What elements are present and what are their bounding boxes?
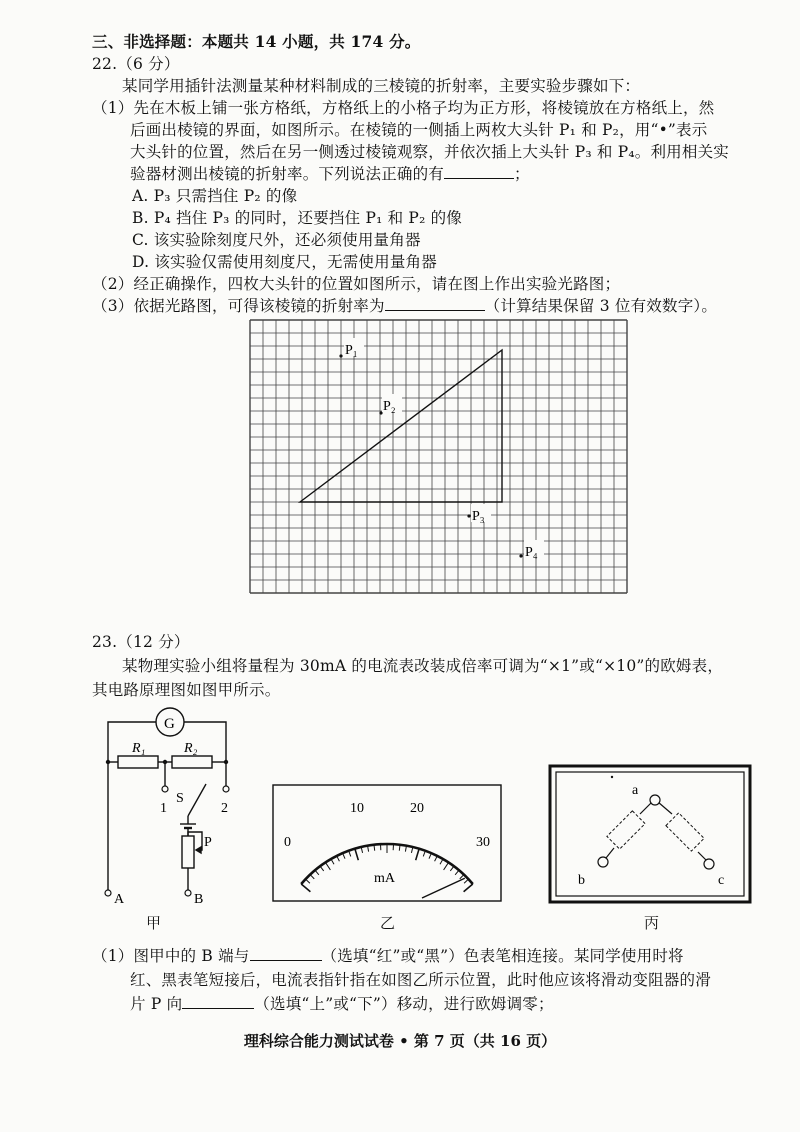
option-d: D. 该实验仅需使用刻度尺，无需使用量角器: [132, 253, 437, 271]
q23-p1-line2: 红、黑表笔短接后，电流表指针指在如图乙所示位置，此时他应该将滑动变阻器的滑: [130, 971, 711, 989]
black-box-figure: [548, 764, 752, 904]
prism-grid-figure: [248, 318, 628, 598]
q22-p1-line4-text: 验器材测出棱镜的折射率。下列说法正确的有: [130, 165, 445, 183]
q22-number: 22.（6 分）: [92, 55, 180, 73]
rheostat-label: P: [204, 835, 212, 850]
resistor-r1: [118, 756, 158, 768]
prism-triangle: [300, 350, 502, 502]
terminal-2-label: 2: [221, 801, 228, 816]
answer-blank-pen-color[interactable]: [250, 946, 322, 961]
caption-yi: 乙: [380, 914, 396, 932]
ammeter-dial: [272, 784, 502, 902]
box-label-c: c: [718, 873, 725, 888]
switch-label: S: [176, 791, 184, 806]
caption-jia: 甲: [146, 914, 162, 932]
q23-p1-line3: [130, 994, 554, 1014]
graph-paper-grid: [250, 320, 627, 593]
galvanometer-label: G: [164, 716, 175, 732]
q22-part3: [92, 296, 717, 316]
terminal-2: [223, 786, 229, 792]
q22-p1-line4-end: ；: [514, 165, 530, 183]
terminal-1: [162, 786, 168, 792]
terminal-b-label: B: [194, 892, 204, 907]
terminal-c-node: [704, 859, 714, 869]
q22-p1-line2: 后画出棱镜的界面，如图所示。在棱镜的一侧插上两枚大头针 P₁ 和 P₂，用“•”表示: [130, 121, 708, 139]
box-label-b: b: [578, 873, 585, 888]
tick-label-30: 30: [476, 835, 490, 850]
answer-blank-slide-direction[interactable]: [182, 994, 254, 1009]
pin-p3-label: P₃: [472, 509, 485, 524]
terminal-a: [105, 890, 111, 896]
pin-p4-dot: [519, 554, 522, 557]
box-label-a: a: [632, 783, 639, 798]
pin-p3-dot: [467, 514, 470, 517]
pin-p1-dot: [339, 354, 342, 357]
rheostat: [182, 836, 194, 868]
terminal-b: [185, 890, 191, 896]
option-b: B. P₄ 挡住 P₃ 的同时，还要挡住 P₁ 和 P₂ 的像: [132, 209, 463, 227]
q22-part2: （2）经正确操作，四枚大头针的位置如图所示，请在图上作出实验光路图；: [92, 275, 621, 293]
answer-blank-refractive-index[interactable]: [385, 296, 485, 311]
q23-number: 23.（12 分）: [92, 633, 190, 651]
meter-unit: mA: [374, 871, 395, 886]
r1-label: R₁: [132, 741, 146, 756]
q22-p1-line1: （1）先在木板上铺一张方格纸，方格纸上的小格子均为正方形，将棱镜放在方格纸上，然: [92, 99, 715, 117]
tick-label-10: 10: [350, 801, 364, 816]
q23-p1-line3-end: （选填“上”或“下”）移动，进行欧姆调零；: [254, 995, 554, 1013]
q22-p1-line4: [130, 164, 530, 184]
q22-part3-end: （计算结果保留 3 位有效数字）。: [484, 297, 718, 315]
q23-p1-line3-text: 片 P 向: [130, 995, 183, 1013]
resistor-r2: [172, 756, 212, 768]
q23-intro-line2: 其电路原理图如图甲所示。: [92, 681, 281, 699]
terminal-a-label: A: [114, 892, 125, 907]
q22-p1-line3: 大头针的位置，然后在另一侧透过棱镜观察，并依次插上大头针 P₃ 和 P₄。利用相关实: [130, 143, 729, 161]
section-header: 三、非选择题：本题共 14 小题，共 174 分。: [92, 32, 421, 51]
caption-bing: 丙: [644, 914, 660, 932]
q22-part3-text: （3）依据光路图，可得该棱镜的折射率为: [92, 297, 385, 315]
terminal-b-node: [598, 857, 608, 867]
pin-p2-label: P₂: [383, 399, 396, 414]
option-a: A. P₃ 只需挡住 P₂ 的像: [132, 187, 298, 205]
option-c: C. 该实验除刻度尺外，还必须使用量角器: [132, 231, 421, 249]
page-footer: 理科综合能力测试试卷 • 第 7 页（共 16 页）: [243, 1032, 557, 1050]
r2-label: R₂: [184, 741, 198, 756]
pin-p4-label: P₄: [525, 545, 538, 560]
q23-intro-line1: 某物理实验小组将量程为 30mA 的电流表改装成倍率可调为“×1”或“×10”的欧姆表，: [122, 657, 724, 675]
q23-p1-line1: [92, 946, 684, 966]
q22-intro: 某同学用插针法测量某种材料制成的三棱镜的折射率，主要实验步骤如下：: [122, 77, 641, 95]
q23-p1-line1-text: （1）图甲中的 B 端与: [92, 947, 250, 965]
terminal-a-node: [650, 795, 660, 805]
tick-label-0: 0: [284, 835, 291, 850]
circuit-diagram: [100, 700, 250, 912]
q23-p1-line1-end: （选填“红”或“黑”）色表笔相连接。某同学使用时将: [321, 947, 684, 965]
terminal-1-label: 1: [160, 801, 167, 816]
tick-label-20: 20: [410, 801, 424, 816]
answer-blank-options[interactable]: [444, 164, 514, 179]
pin-p1-label: P₁: [345, 343, 358, 358]
